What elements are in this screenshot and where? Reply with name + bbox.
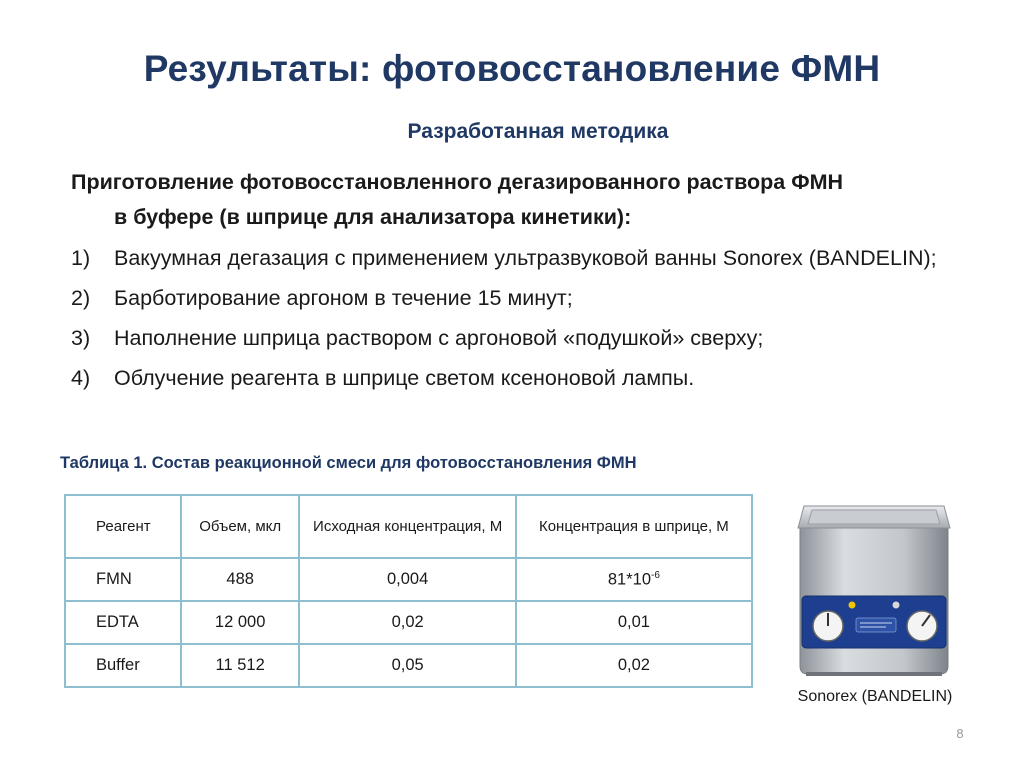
step-number: 3)	[71, 326, 91, 350]
table-cell: Buffer	[65, 644, 181, 687]
step-text: Наполнение шприца раствором с аргоновой «подушкой» сверху;	[114, 326, 764, 350]
ultrasonic-bath-image	[790, 498, 958, 678]
step-text: Вакуумная дегазация с применением ультразвуковой ванны Sonorex (BANDELIN);	[114, 246, 937, 270]
list-item	[71, 361, 971, 395]
table-cell: 0,01	[516, 601, 752, 644]
table-cell: 0,02	[299, 601, 515, 644]
bath-opening	[808, 510, 940, 524]
step-number: 4)	[71, 366, 91, 390]
table-row	[65, 644, 752, 687]
table-header-row	[65, 495, 752, 558]
table-cell: 0,02	[516, 644, 752, 687]
step-number: 2)	[71, 286, 91, 310]
table-cell: 488	[181, 558, 300, 601]
reaction-mix-table	[64, 494, 753, 688]
step-text: Барботирование аргоном в течение 15 минут;	[114, 286, 573, 310]
table-caption: Таблица 1. Состав реакционной смеси для фотовосстановления ФМН	[60, 454, 637, 472]
slide-subtitle: Разработанная методика	[407, 120, 669, 143]
table-cell: 0,004	[299, 558, 515, 601]
step-text: Облучение реагента в шприце светом ксеноновой лампы.	[114, 366, 695, 390]
intro-heading	[71, 165, 971, 235]
cell-exponent: -6	[651, 569, 660, 581]
table-cell: 12 000	[181, 601, 300, 644]
table-row	[65, 601, 752, 644]
table-row	[65, 558, 752, 601]
image-caption: Sonorex (BANDELIN)	[797, 688, 953, 705]
table-cell: 0,05	[299, 644, 515, 687]
list-item	[71, 281, 971, 315]
table-cell	[516, 558, 752, 601]
indicator-light	[849, 602, 856, 609]
column-header: Исходная концентрация, М	[299, 495, 515, 558]
intro-line-1: Приготовление фотовосстановленного дегазированного раствора ФМН	[71, 170, 844, 194]
slide-title: Результаты: фотовосстановление ФМН	[143, 48, 881, 89]
column-header: Концентрация в шприце, М	[516, 495, 752, 558]
cell-base: 81*10	[607, 570, 652, 589]
table-cell: FMN	[65, 558, 181, 601]
column-header: Реагент	[65, 495, 181, 558]
table-cell: 11 512	[181, 644, 300, 687]
bath-foot	[806, 672, 942, 676]
list-item	[71, 321, 971, 355]
brand-plate	[856, 618, 896, 632]
table-cell: EDTA	[65, 601, 181, 644]
page-number: 8	[956, 726, 964, 741]
indicator-light	[893, 602, 900, 609]
intro-line-2: в буфере (в шприце для анализатора кинетики):	[114, 205, 632, 229]
column-header: Объем, мкл	[181, 495, 300, 558]
steps-list	[71, 241, 971, 401]
list-item	[71, 241, 971, 275]
step-number: 1)	[71, 246, 91, 270]
